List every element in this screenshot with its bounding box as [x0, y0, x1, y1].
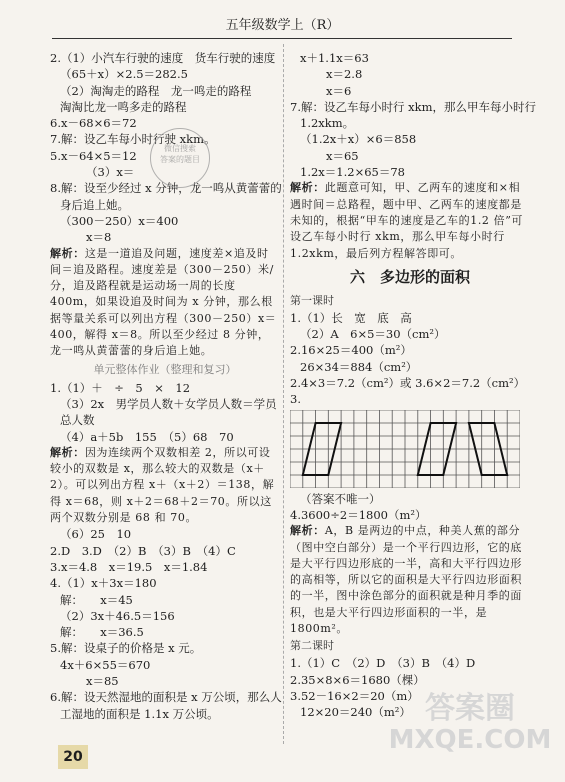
line: 解： x＝45 [60, 592, 133, 607]
column-divider [283, 44, 284, 744]
line: （2）3x＋46.5＝156 [60, 608, 175, 623]
lesson-title: 第一课时 [290, 293, 334, 307]
header-rule [52, 38, 512, 39]
line: 8.解：设至少经过 x 分钟，龙一鸣从黄蕾蕾的 [50, 181, 282, 196]
line: 淘淘比龙一鸣多走的路程 [60, 99, 187, 114]
line: （1.2x＋x）×6＝858 [300, 132, 417, 147]
chapter-number: 六 [349, 267, 365, 286]
line: 2.16×25＝400（m²） [290, 343, 412, 358]
analysis-text: 此题意可知，甲、乙两车的速度和×相遇时间＝总路程，题中甲、乙两车的速度都是未知的，根据“甲车的速度是乙车的1.2 倍”可设乙车每小时行 xkm，那么甲车每小时行 1.2xkm，最后列方程解答即可。 [290, 181, 524, 260]
line: x＋1.1x＝63 [300, 51, 369, 65]
line: （2）淘淘走的路程 龙一鸣走的路程 [60, 83, 252, 98]
line: （3）2x 男学员人数＋女学员人数＝学员 [60, 396, 277, 411]
line: 7.解：设乙车每小时行驶 xkm。 [50, 132, 216, 147]
line: 12×20＝240（m²） [300, 705, 411, 720]
analysis-text: A，B 是两边的中点，种美人蕉的部分（图中空白部分）是一个平行四边形，它的底是大平行四边形底的一半，高和大平行四边形的高相等，所以它的面积是大平行四边形面积的一半，图中涂色部分的面积就是种月季的面积，也是大平行四边形面积的一半，是 1800m²。 [290, 524, 522, 636]
line: 6.x－68×6＝72 [50, 116, 137, 131]
analysis-block [290, 523, 530, 637]
page-number: 20 [58, 745, 88, 769]
analysis-text: 这是一道追及问题，速度差×追及时间＝追及路程。速度差是（300－250）米/分，追及路程就是运动场一周的长度 400m，如果设追及时间为 x 分钟，那么根据等量关系可以列出方程（300－250）x＝400，解得 x＝8。所以至少经过 8 分钟，龙一鸣从黄蕾蕾的身后追上她。 [50, 246, 277, 358]
line: 身后追上她。 [60, 197, 129, 212]
analysis-block [50, 246, 280, 360]
line: x＝85 [86, 673, 119, 688]
lesson-title: 第二课时 [290, 639, 334, 653]
watermark [380, 692, 560, 754]
parallelogram-grid-figure [290, 410, 530, 491]
line: （6）25 10 [60, 527, 132, 542]
line: 4.（1）x＋3x＝180 [50, 576, 157, 591]
grid-lines [290, 410, 520, 488]
line: x＝8 [86, 230, 112, 245]
line: 1.（1）C （2）D （3）B （4）D [290, 656, 476, 671]
analysis-label: 解析： [50, 445, 85, 459]
line: 1.（1）长 宽 底 高 [290, 310, 412, 325]
line: （65＋x）×2.5＝282.5 [60, 67, 188, 82]
line: 2.4×3＝7.2（cm²）或 3.6×2＝7.2（cm²） [290, 376, 526, 391]
stamp-line: 答案的题目 [160, 155, 200, 164]
analysis-block [290, 180, 530, 261]
line: 2.D 3.D （2）B （3）B （4）C [50, 543, 236, 558]
line: 26×34＝884（cm²） [300, 359, 418, 374]
analysis-text: 因为连续两个双数相差 2，所以可设较小的双数是 x，那么较大的双数是（x＋2）。可以列出方程 x＋（x＋2）＝138，解得 x＝68，则 x＋2＝68＋2＝70。所以这两个双数分别是 68 和 70。 [50, 445, 275, 525]
line: （4）a＋5b 155 （5）68 70 [60, 429, 234, 444]
analysis-label: 解析： [50, 246, 85, 260]
line: 1.2x＝1.2×65＝78 [300, 165, 405, 180]
watermark-url: MXQE.COM [388, 725, 552, 755]
line: 4.3600÷2＝1800（m²） [290, 507, 427, 522]
line: x＝65 [326, 148, 359, 163]
line: （2）A 6×5＝30（cm²） [300, 327, 446, 342]
line: 1.（1）＋ ÷ 5 × 12 [50, 380, 191, 395]
right-column [290, 50, 536, 721]
line: 5.解：设桌子的价格是 x 元。 [50, 641, 202, 656]
line: 1.2xkm。 [300, 116, 355, 131]
analysis-block [50, 445, 280, 526]
line: 3.52－16×2＝20（m） [290, 688, 419, 703]
section-title: 单元整体作业（整理和复习） [93, 362, 237, 376]
line: 3. [290, 392, 301, 407]
chapter-heading [290, 262, 530, 292]
line: （300－250）x＝400 [60, 213, 179, 228]
stamp-overlay [150, 128, 210, 188]
line: 5.x－64×5＝12 [50, 148, 137, 163]
line: 3.x＝4.8 x＝19.5 x＝1.84 [50, 559, 208, 574]
analysis-label: 解析： [290, 181, 325, 195]
watermark-logo-text: 答案圈 [425, 691, 515, 726]
line: （3）x＝ [86, 165, 135, 180]
line: x＝2.8 [326, 67, 363, 82]
stamp-line: 微信搜索 [164, 144, 196, 153]
line: 工湿地的面积是 1.1x 万公顷。 [60, 706, 219, 721]
line: 总人数 [60, 413, 95, 428]
line: 2.35×8×6＝1680（棵） [290, 672, 425, 687]
analysis-label: 解析： [290, 524, 325, 538]
line: 解： x＝36.5 [60, 625, 144, 640]
page-header: 五年级数学上（R） [225, 18, 340, 33]
line: 6.解：设天然湿地的面积是 x 万公顷，那么人 [50, 690, 282, 705]
line: 2.（1）小汽车行驶的速度 货车行驶的速度 [50, 51, 276, 65]
chapter-title: 多边形的面积 [380, 267, 471, 286]
line: 7.解：设乙车每小时行 xkm，那么甲车每小时行 [290, 99, 536, 114]
line: 4x＋6×55＝670 [60, 657, 151, 672]
line: （答案不唯一） [300, 491, 381, 506]
line: x＝6 [326, 83, 352, 98]
